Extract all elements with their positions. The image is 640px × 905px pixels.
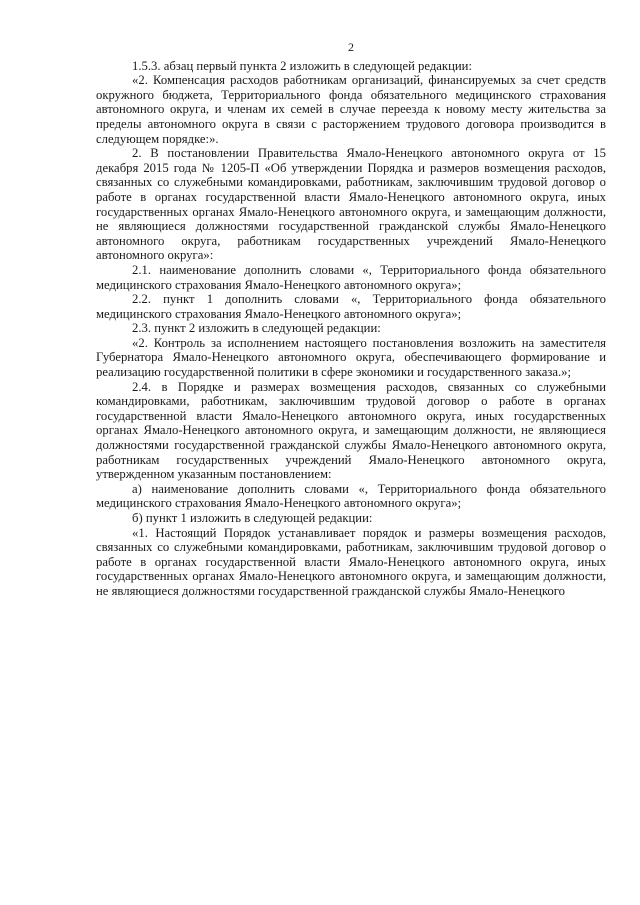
paragraph-2: 2. В постановлении Правительства Ямало-Ненецкого автономного округа от 15 декабря 2015 года № 1205-П «Об утверждении Порядка и размеров возмещения расходов, связанных со служебными командировками, работникам, заключившим трудовой договор о работе в органах государственной власти Ямало-Ненецкого автономного округа, иных государственных органах Ямало-Ненецкого автономного округа, и замещающим должности, не являющиеся должностями государственной гражданской службы Ямало-Ненецкого автономного округа, работникам государственных учреждений Ямало-Ненецкого автономного округа»: xyxy=(96,146,606,263)
paragraph-a: а) наименование дополнить словами «, Территориального фонда обязательного медицинского страхования Ямало-Ненецкого автономного округа»; xyxy=(96,481,606,511)
paragraph-2-3: 2.3. пункт 2 изложить в следующей редакции: xyxy=(132,321,381,336)
paragraph-2-1: 2.1. наименование дополнить словами «, Территориального фонда обязательного медицинского страхования Ямало-Ненецкого автономного округа»; xyxy=(96,262,606,292)
document-page xyxy=(96,40,606,599)
page-number: 2 xyxy=(348,40,354,54)
paragraph-1-5-3: 1.5.3. абзац первый пункта 2 изложить в следующей редакции: xyxy=(132,58,472,73)
paragraph-2-2: 2.2. пункт 1 дополнить словами «, Территориального фонда обязательного медицинского страхования Ямало-Ненецкого автономного округа»; xyxy=(96,292,606,321)
paragraph-b: б) пункт 1 изложить в следующей редакции: xyxy=(132,511,373,525)
paragraph-quote-procedure: «1. Настоящий Порядок устанавливает порядок и размеры возмещения расходов, связанных со служебными командировками, работникам, заключившим трудовой договор о работе в органах государственной власти Ямало-Ненецкого автономного округа, иных государственных органах Ямало-Ненецкого автономного округа, и замещающим должности, не являющиеся должностями государственной гражданской службы Ямало-Ненецкого xyxy=(96,525,606,598)
paragraph-quote-compensation: «2. Компенсация расходов работникам организаций, финансируемых за счет средств окружного бюджета, Территориального фонда обязательного медицинского страхования автономного округа, и членам их семей в случае переезда к новому месту жительства за пределы автономного округа в связи с расторжением трудового договора производится в следующем порядке:». xyxy=(96,73,606,146)
paragraph-2-4: 2.4. в Порядке и размерах возмещения расходов, связанных со служебными командировками, работникам, заключившим трудовой договор о работе в органах государственной власти Ямало-Ненецкого автономного округа, иных государственных органах Ямало-Ненецкого автономного округа, и замещающим должности, не являющиеся должностями государственной гражданской службы Ямало-Ненецкого автономного округа, работникам государственных учреждений Ямало-Ненецкого автономного округа, утвержденном указанным постановлением: xyxy=(96,379,606,482)
paragraph-quote-control: «2. Контроль за исполнением настоящего постановления возложить на заместителя Губернатора Ямало-Ненецкого автономного округа, обеспечивающего формирование и реализацию государственной политики в сфере экономики и государственного заказа.»; xyxy=(96,335,606,380)
